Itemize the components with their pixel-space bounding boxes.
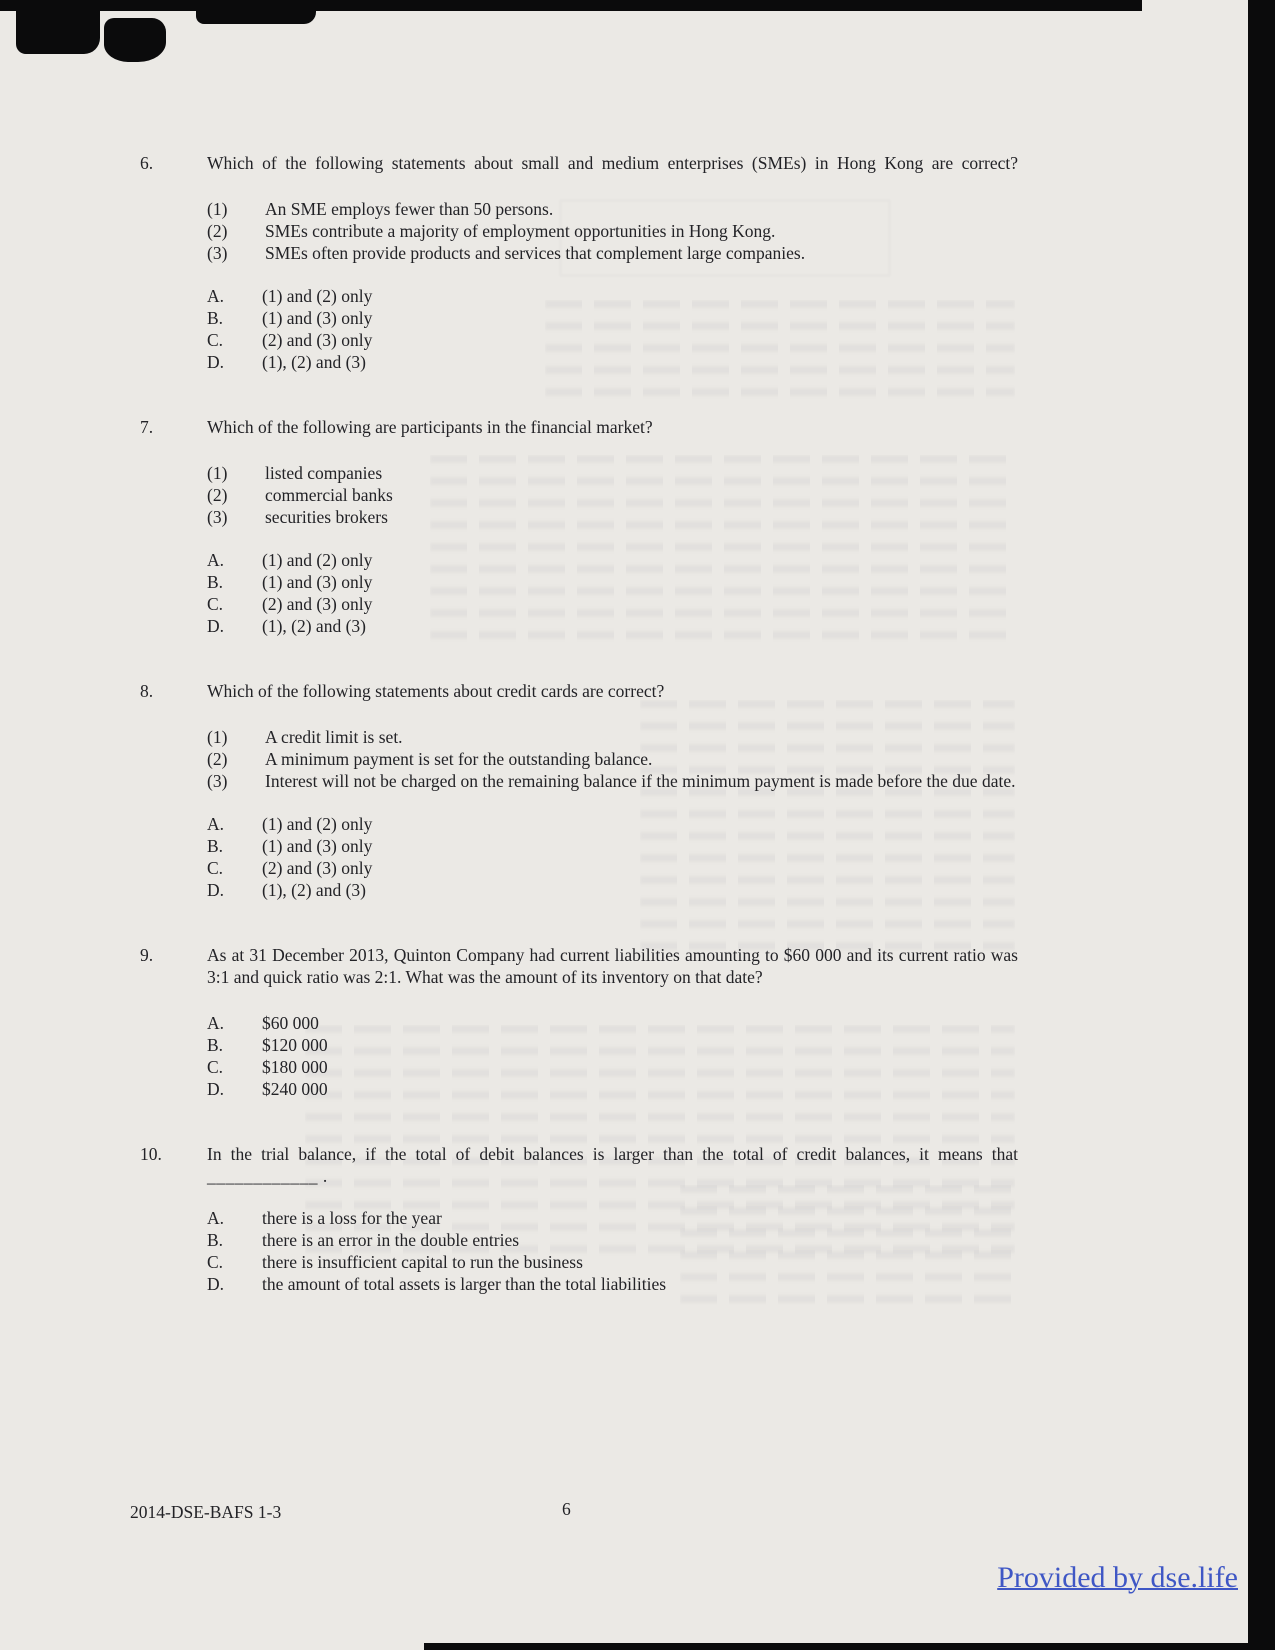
question-number: 8. [140, 681, 154, 701]
question-6 [140, 152, 1018, 373]
exam-questions [140, 152, 1018, 1338]
option-letter: D. [207, 616, 225, 636]
option-a [207, 1207, 1018, 1229]
option-text: $180 000 [262, 1057, 328, 1077]
option-letter: D. [207, 880, 225, 900]
statement-number: (1) [207, 727, 228, 747]
option-text: $60 000 [262, 1013, 319, 1033]
option-a [207, 549, 1018, 571]
statement-text: A credit limit is set. [265, 727, 403, 747]
option-letter: B. [207, 1035, 224, 1055]
option-text: (1) and (3) only [262, 308, 373, 328]
option-text: (2) and (3) only [262, 858, 373, 878]
statement-list [207, 726, 1018, 792]
statement-number: (3) [207, 771, 228, 791]
statement-item [207, 770, 1018, 792]
question-number: 7. [140, 417, 154, 437]
statement-item [207, 198, 1018, 220]
option-list [207, 813, 1018, 901]
option-letter: A. [207, 1013, 225, 1033]
question-text: Which of the following are participants in the financial market? [207, 417, 653, 437]
option-letter: A. [207, 814, 225, 834]
option-c [207, 593, 1018, 615]
statement-number: (2) [207, 221, 228, 241]
option-text: the amount of total assets is larger than the total liabilities [262, 1274, 667, 1294]
option-a [207, 813, 1018, 835]
option-d [207, 879, 1018, 901]
statement-item [207, 462, 1018, 484]
question-8 [140, 680, 1018, 901]
statement-item [207, 726, 1018, 748]
option-b [207, 571, 1018, 593]
option-letter: B. [207, 308, 224, 328]
option-letter: B. [207, 1230, 224, 1250]
option-text: (2) and (3) only [262, 330, 373, 350]
option-letter: C. [207, 594, 224, 614]
statement-item [207, 242, 1018, 264]
option-letter: B. [207, 572, 224, 592]
option-c [207, 1251, 1018, 1273]
option-d [207, 351, 1018, 373]
statement-number: (2) [207, 749, 228, 769]
option-c [207, 1056, 1018, 1078]
question-text: As at 31 December 2013, Quinton Company had current liabilities amounting to $60 000 and its current ratio was 3:1 and quick ratio was 2:1. What was the amount of its inventory on that date? [207, 945, 1018, 987]
option-text: $240 000 [262, 1079, 328, 1099]
option-letter: D. [207, 352, 225, 372]
statement-item [207, 748, 1018, 770]
option-text: (1) and (3) only [262, 836, 373, 856]
option-letter: A. [207, 1208, 225, 1228]
option-letter: B. [207, 836, 224, 856]
statement-text: listed companies [265, 463, 383, 483]
scan-artifact-top-blob [196, 0, 316, 24]
option-d [207, 615, 1018, 637]
page-number: 6 [562, 1499, 571, 1519]
question-text: Which of the following statements about credit cards are correct? [207, 681, 665, 701]
option-list [207, 549, 1018, 637]
option-text: (2) and (3) only [262, 594, 373, 614]
statement-text: SMEs contribute a majority of employment opportunities in Hong Kong. [265, 221, 776, 241]
statement-text: securities brokers [265, 507, 388, 527]
option-b [207, 1034, 1018, 1056]
option-d [207, 1078, 1018, 1100]
question-10 [140, 1143, 1018, 1295]
statement-number: (1) [207, 199, 228, 219]
watermark-link[interactable]: Provided by dse.life [997, 1561, 1238, 1594]
option-text: (1), (2) and (3) [262, 352, 366, 372]
option-list [207, 285, 1018, 373]
statement-item [207, 484, 1018, 506]
question-7 [140, 416, 1018, 637]
option-text: (1) and (3) only [262, 572, 373, 592]
option-text: $120 000 [262, 1035, 328, 1055]
option-text: there is a loss for the year [262, 1208, 442, 1228]
option-letter: C. [207, 1252, 224, 1272]
question-text: In the trial balance, if the total of debit balances is larger than the total of credit balances, it means that [207, 1144, 1018, 1164]
option-d [207, 1273, 1018, 1295]
scan-artifact-top-strip [0, 0, 1142, 11]
option-text: there is an error in the double entries [262, 1230, 520, 1250]
option-b [207, 307, 1018, 329]
option-letter: A. [207, 550, 225, 570]
statement-text: An SME employs fewer than 50 persons. [265, 199, 554, 219]
statement-number: (2) [207, 485, 228, 505]
option-text: there is insufficient capital to run the business [262, 1252, 583, 1272]
statement-list [207, 462, 1018, 528]
scan-artifact-top-blob [104, 18, 166, 62]
option-letter: C. [207, 1057, 224, 1077]
statement-text: commercial banks [265, 485, 393, 505]
statement-list [207, 198, 1018, 264]
question-number: 9. [140, 945, 154, 965]
answer-blank: ____________ . [207, 1166, 328, 1186]
statement-item [207, 220, 1018, 242]
scan-artifact-bottom-strip [424, 1643, 1275, 1650]
option-a [207, 285, 1018, 307]
scan-artifact-right-bar [1248, 0, 1275, 1650]
statement-text: A minimum payment is set for the outstanding balance. [265, 749, 653, 769]
option-list [207, 1207, 1018, 1295]
option-text: (1) and (2) only [262, 550, 373, 570]
question-9 [140, 944, 1018, 1100]
option-text: (1) and (2) only [262, 286, 373, 306]
option-text: (1) and (2) only [262, 814, 373, 834]
question-text: Which of the following statements about small and medium enterprises (SMEs) in Hong Kong are correct? [207, 153, 1018, 173]
option-text: (1), (2) and (3) [262, 880, 366, 900]
question-number: 6. [140, 153, 154, 173]
scan-artifact-top-blob [16, 0, 100, 54]
option-c [207, 329, 1018, 351]
option-letter: D. [207, 1274, 225, 1294]
option-letter: C. [207, 858, 224, 878]
option-letter: C. [207, 330, 224, 350]
footer-paper-code: 2014-DSE-BAFS 1-3 [130, 1502, 282, 1522]
option-letter: D. [207, 1079, 225, 1099]
option-b [207, 835, 1018, 857]
option-list [207, 1012, 1018, 1100]
statement-number: (3) [207, 507, 228, 527]
statement-text: Interest will not be charged on the remaining balance if the minimum payment is made before the due date. [265, 771, 1016, 791]
option-c [207, 857, 1018, 879]
statement-item [207, 506, 1018, 528]
option-text: (1), (2) and (3) [262, 616, 366, 636]
statement-text: SMEs often provide products and services that complement large companies. [265, 243, 806, 263]
statement-number: (3) [207, 243, 228, 263]
option-a [207, 1012, 1018, 1034]
option-b [207, 1229, 1018, 1251]
statement-number: (1) [207, 463, 228, 483]
option-letter: A. [207, 286, 225, 306]
question-number: 10. [140, 1144, 162, 1164]
